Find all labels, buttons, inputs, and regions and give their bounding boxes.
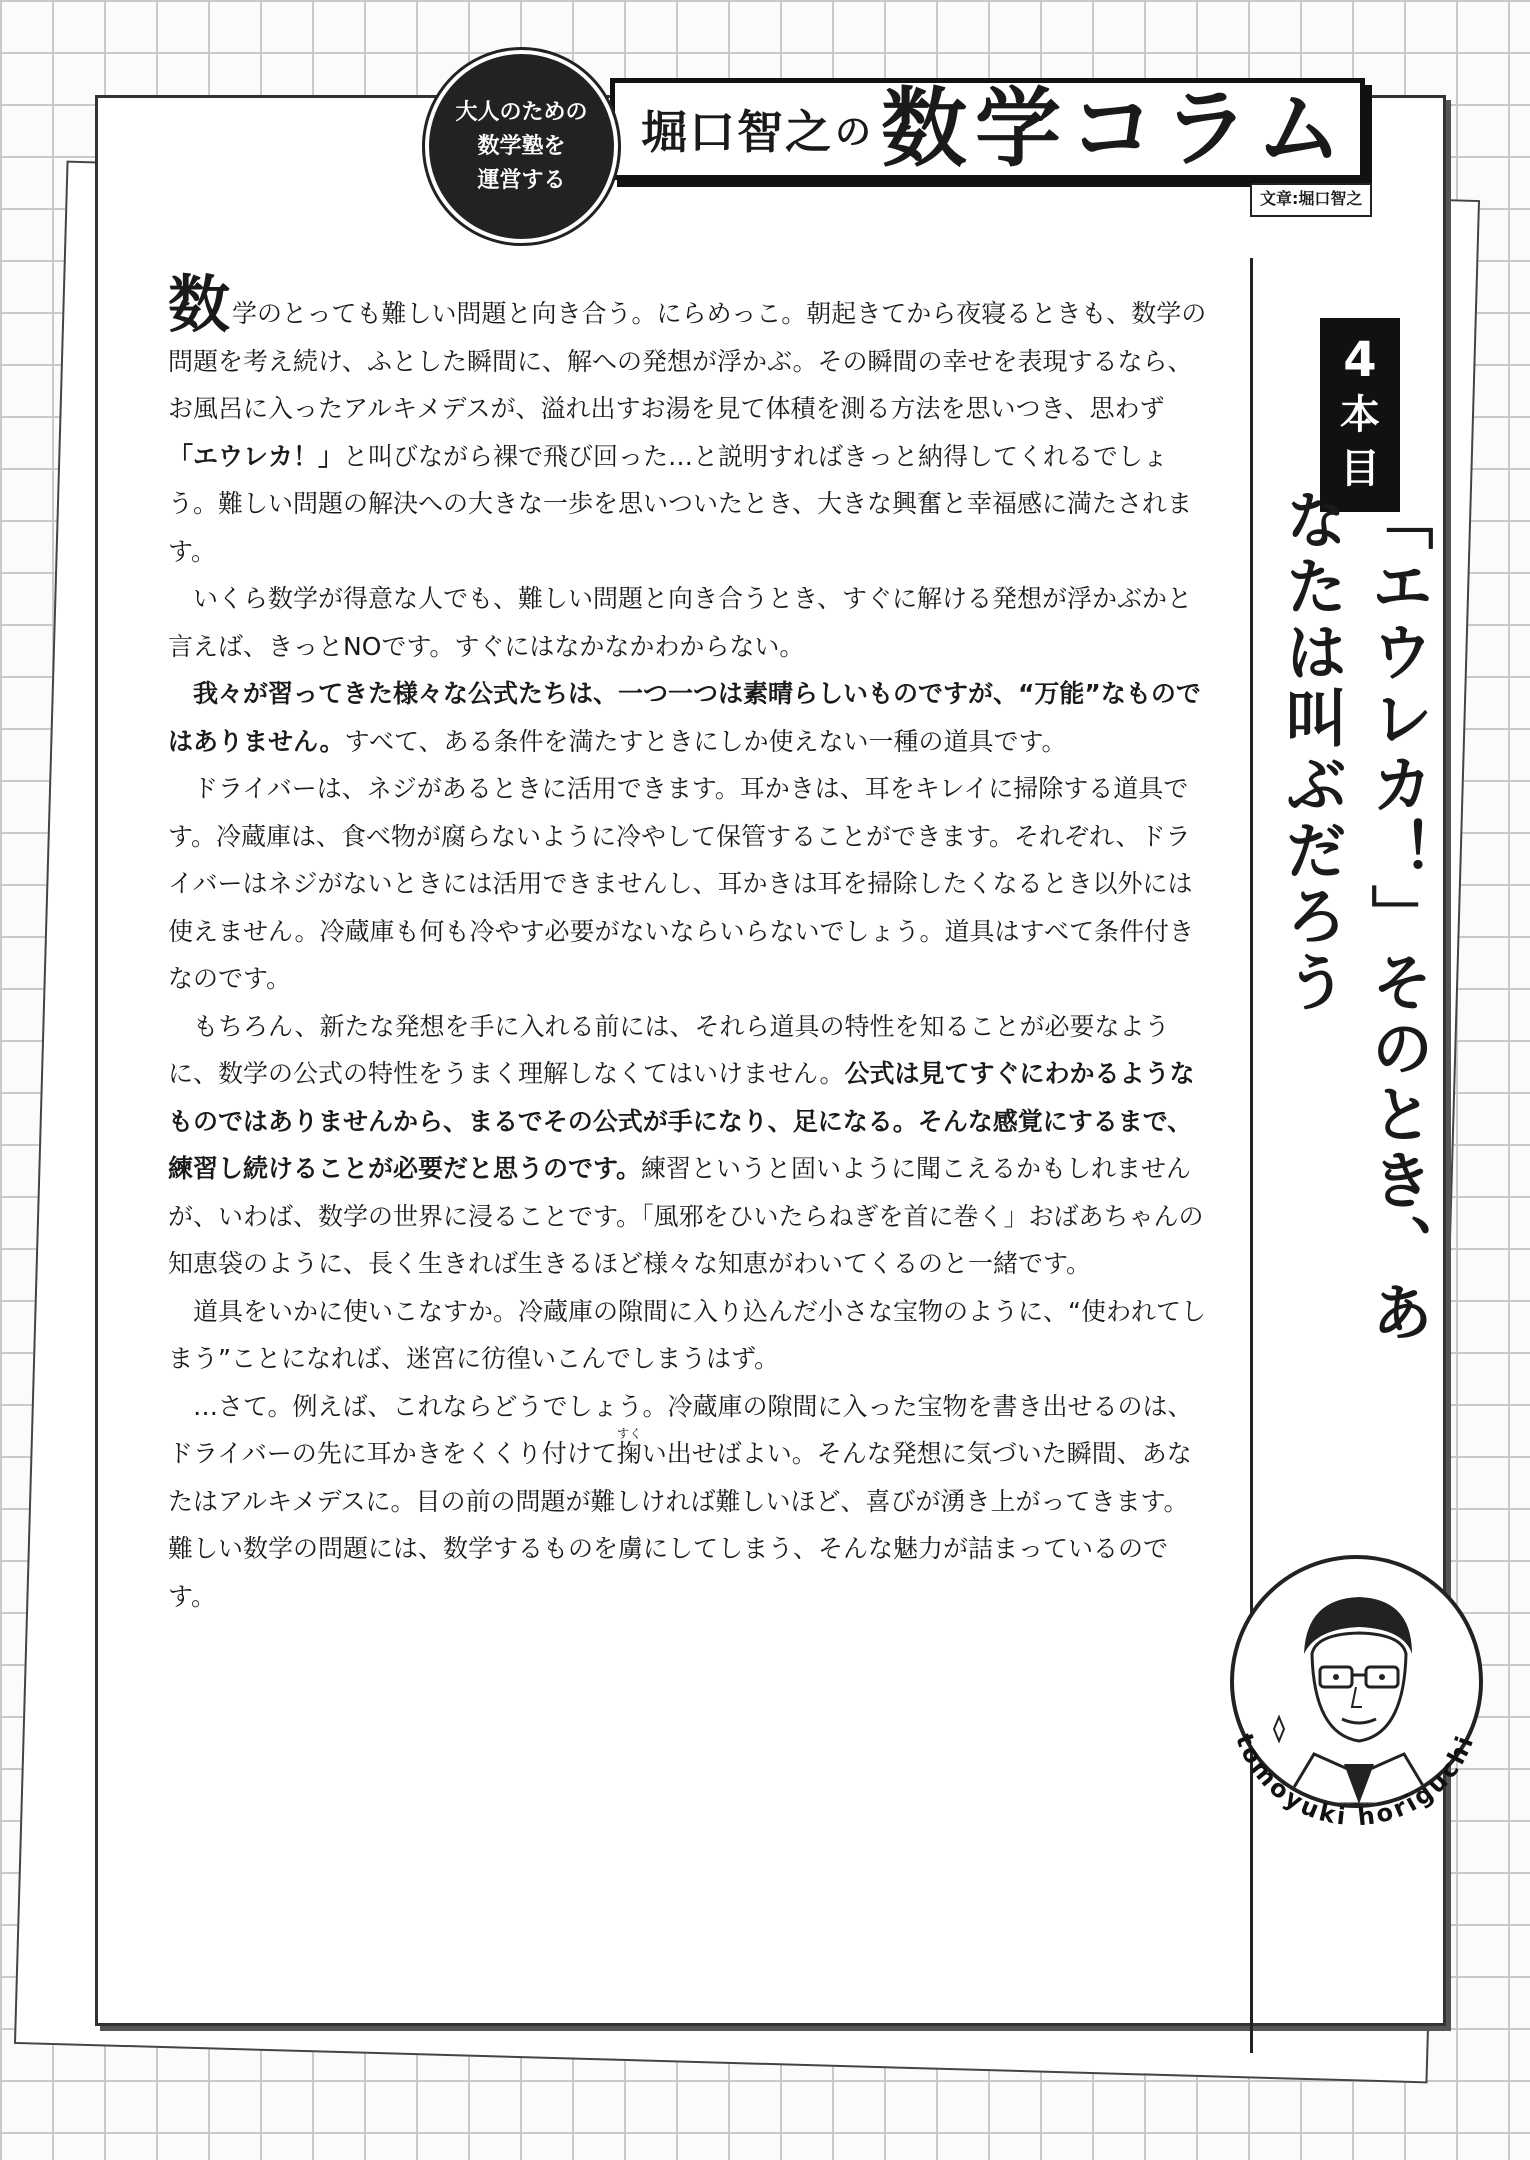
- ruby-word: [616, 1426, 642, 1468]
- paragraph-7-text-b: い出せばよい。そんな発想に気づいた瞬間、あなたはアルキメデスに。目の前の問題が難しければ難しいほど、喜びが湧き上がってきます。難しい数学の問題には、数学するものを虜にしてしまう、そんな魅力が詰まっているのです。: [168, 1439, 1192, 1611]
- paragraph-7: [168, 1383, 1208, 1621]
- paragraph-2: いくら数学が得意な人でも、難しい問題と向き合うとき、すぐに解ける発想が浮かぶかと言えば、きっとNOです。すぐにはなかなかわからない。: [168, 584, 1193, 661]
- title-particle: の: [835, 111, 872, 153]
- column-title-banner: [610, 78, 1365, 180]
- paragraph-5-text-b: 練習というと固いように聞こえるかもしれませんが、いわば、数学の世界に浸ることです。「風邪をひいたらねぎを首に巻く」おばあちゃんの知恵袋のように、長く生きれば生きるほど様々な知恵がわいてくるのと一緒です。: [168, 1154, 1204, 1278]
- paragraph-1-text-a: 学のとっても難しい問題と向き合う。にらめっこ。朝起きてから夜寝るときも、数学の問題を考え続け、ふとした瞬間に、解への発想が浮かぶ。その瞬間の幸せを表現するなら、お風呂に入ったアルキメデスが、溢れ出すお湯を見て体積を測る方法を思いつき、思わず: [168, 299, 1207, 423]
- paragraph-5: [168, 1003, 1208, 1288]
- drop-cap: 数: [168, 268, 231, 341]
- chapter-unit-2: 目: [1340, 446, 1380, 492]
- paragraph-1: [168, 268, 1208, 575]
- badge-line-1: 大人のための: [455, 99, 588, 125]
- paragraph-3-bold: 我々が習ってきた様々な公式たちは、一つ一つは素晴らしいものですが、“万能”なものではありません。: [168, 679, 1201, 756]
- badge-line-3: 運営する: [477, 167, 566, 193]
- paragraph-3-text: すべて、ある条件を満たすときにしか使えない一種の道具です。: [344, 726, 1067, 756]
- svg-text:tomoyuki horiguchi: [1230, 1730, 1480, 1832]
- paragraph-1-text-b: と叫びながら裸で飛び回った…と説明すればきっと納得してくれるでしょう。難しい問題の解決への大きな一歩を思いついたとき、大きな興奮と幸福感に満たされます。: [168, 441, 1193, 566]
- series-title: 数学コラム: [881, 79, 1351, 179]
- signature-text: tomoyuki horiguchi: [1229, 1729, 1480, 1832]
- chapter-number: 4: [1343, 332, 1377, 388]
- author-credit: 文章:堀口智之: [1250, 183, 1372, 217]
- vertical-headline: 「エウレカ！」そのとき、あなたは叫ぶだろう: [1275, 488, 1434, 1346]
- paragraph-7-text-a: …さて。例えば、これならどうでしょう。冷蔵庫の隙間に入った宝物を書き出せるのは、ドライバーの先に耳かきをくくり付けて: [168, 1391, 1193, 1468]
- paragraph-3: [168, 670, 1208, 765]
- badge-line-2: 数学塾を: [477, 133, 566, 159]
- paragraph-5-bold: 公式は見てすぐにわかるようなものではありませんから、まるでその公式が手になり、足になる。そんな感覚にするまで、練習し続けることが必要だと思うのです。: [168, 1059, 1195, 1183]
- eureka-quote: 「エウレカ！」: [168, 441, 344, 471]
- paragraph-5-text-a: もちろん、新たな発想を手に入れる前には、それら道具の特性を知ることが必要なように、数学の公式の特性をうまく理解しなくてはいけません。: [168, 1011, 1170, 1088]
- paragraph-4: ドライバーは、ネジがあるときに活用できます。耳かきは、耳をキレイに掃除する道具です。冷蔵庫は、食べ物が腐らないように冷やして保管することができます。それぞれ、ドライバーはネジがないときには活用できませんし、耳かきは耳を掃除したくなるとき以外には使えません。冷蔵庫も何も冷やす必要がないならいらないでしょう。道具はすべて条件付きなのです。: [168, 774, 1195, 993]
- author-name: 堀口智之: [641, 105, 833, 159]
- header-badge: [425, 50, 618, 243]
- ruby-reading: すく: [616, 1426, 642, 1441]
- author-signature: [1190, 1515, 1515, 1840]
- paragraph-6: 道具をいかに使いこなすか。冷蔵庫の隙間に入り込んだ小さな宝物のように、“使われてしまう”ことになれば、迷宮に彷徨いこんでしまうはず。: [168, 1296, 1206, 1373]
- ruby-kanji: 掬: [616, 1439, 642, 1468]
- article-body: [168, 268, 1208, 1620]
- chapter-label: [1320, 318, 1400, 512]
- chapter-unit-1: 本: [1340, 392, 1380, 438]
